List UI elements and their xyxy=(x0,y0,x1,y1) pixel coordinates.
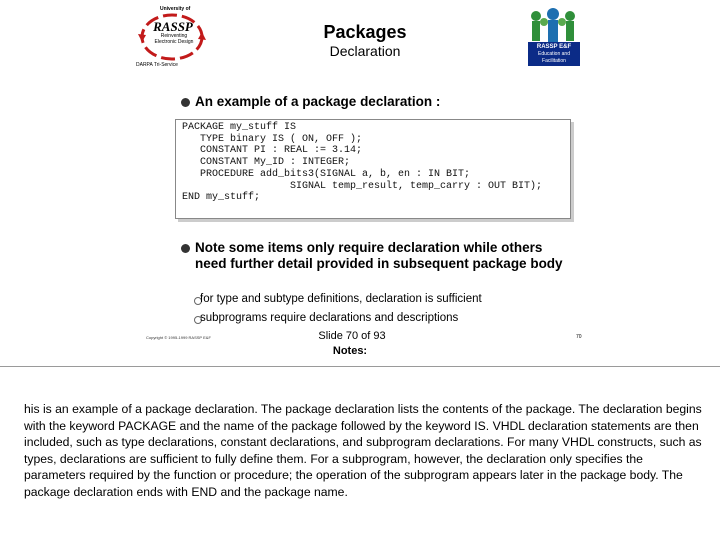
bullet-dot-icon xyxy=(181,244,190,253)
slide-counter: Slide 70 of 93 xyxy=(318,330,386,342)
badge-title: RASSP E&F xyxy=(536,44,572,50)
sub-bullet-subprograms: subprograms require declarations and descriptions xyxy=(200,312,459,324)
notes-heading: Notes: xyxy=(332,345,368,357)
code-block xyxy=(176,120,570,204)
code-line: TYPE binary IS ( ON, OFF ); xyxy=(182,133,363,145)
logo-footer-text: DARPA Tri-Service xyxy=(136,62,178,68)
code-line: PROCEDURE add_bits3(SIGNAL a, b, en : IN BIT; xyxy=(182,168,471,180)
logo-rassp-text: RASSP xyxy=(153,19,193,34)
code-line: PACKAGE my_stuff IS xyxy=(182,122,297,133)
page-number: 70 xyxy=(576,334,582,340)
notes-body: his is an example of a package declaration. The package declaration lists the contents of the package. The declaration begins with the keyword PACKAGE and the name of the package followed by the keyword IS. VHDL declaration statements are then included, such as type declarations, constant declarations, and subprogram declarations. For many VHDL constructs, such as types, declarations are sufficient to fully define them. For a subprogram, however, the declaration only specifies the parameters required by the function or procedure; the operation of the subprogram appears later in the package body. The package declaration ends with END and the package name. xyxy=(24,402,702,499)
badge-line: Education and Facilitation xyxy=(538,51,570,64)
code-box xyxy=(175,119,571,219)
logo-university-text: University of xyxy=(160,6,191,12)
code-line: END my_stuff; xyxy=(182,192,261,204)
bullet-dot-icon xyxy=(181,98,190,107)
page-subtitle: Declaration xyxy=(329,43,401,59)
logo-tagline: Reinventing Electronic Design xyxy=(154,33,194,45)
code-line: SIGNAL temp_result, temp_carry : OUT BIT); xyxy=(182,180,543,192)
bullet-note-declaration: Note some items only require declaration while others need further detail provided in subsequent package body xyxy=(195,240,563,271)
code-line: CONSTANT My_ID : INTEGER; xyxy=(182,157,351,169)
ef-badge xyxy=(528,42,580,66)
page-title: Packages xyxy=(323,22,407,42)
bullet-package-example: An example of a package declaration : xyxy=(195,94,441,109)
code-line: CONSTANT PI : REAL := 3.14; xyxy=(182,145,363,157)
copyright: Copyright © 1995-1999 RASSP E&F xyxy=(146,335,211,340)
sub-bullet-types: for type and subtype definitions, declaration is sufficient xyxy=(200,293,482,305)
divider xyxy=(0,366,720,367)
